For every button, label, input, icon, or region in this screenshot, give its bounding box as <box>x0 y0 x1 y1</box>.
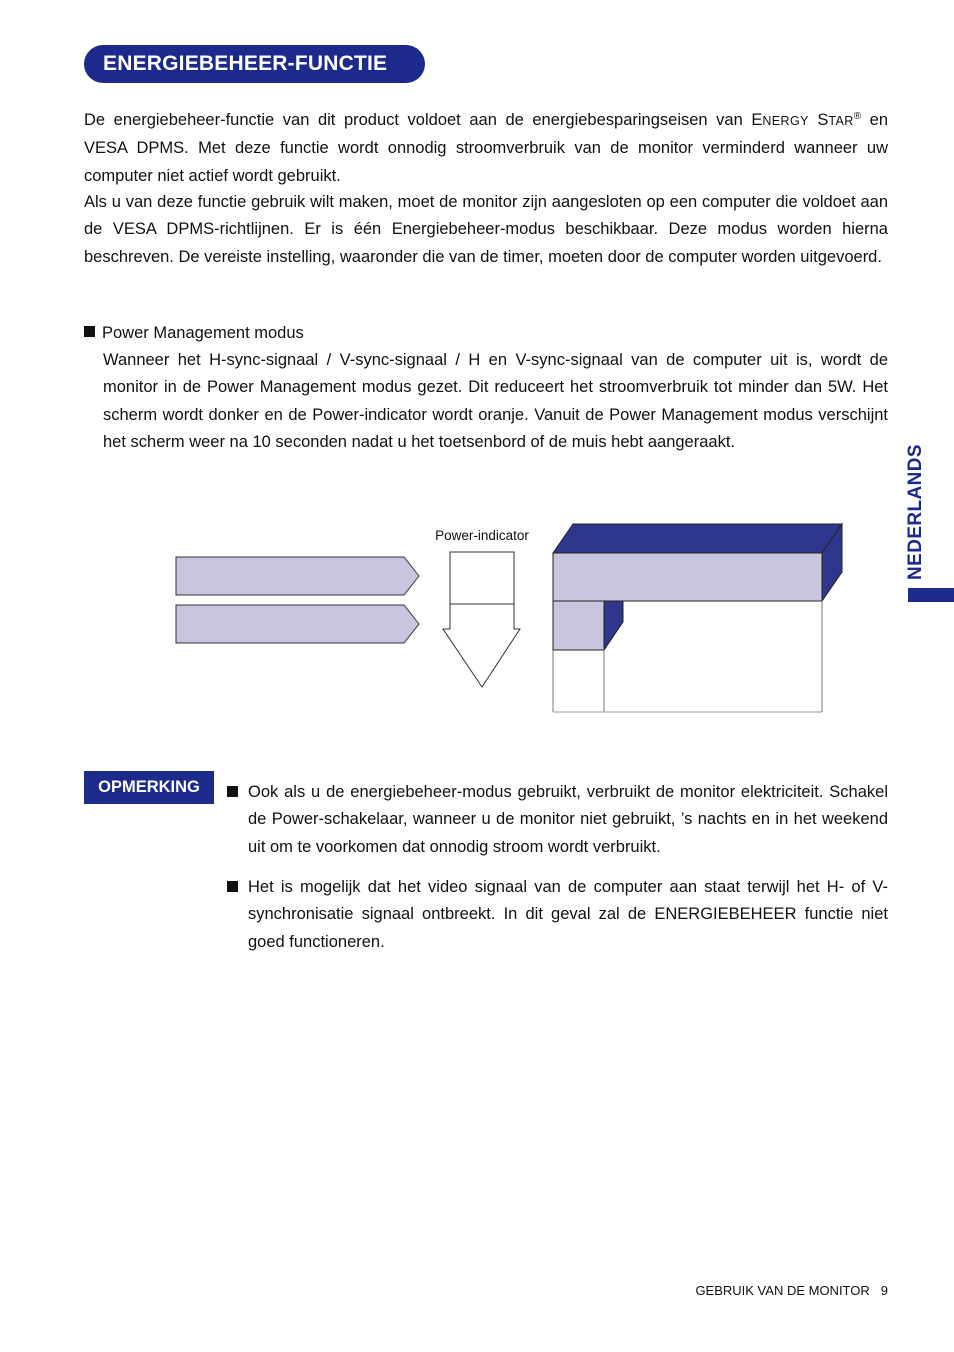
power-mode-body: Wanneer het H-sync-signaal / V-sync-signaal / H en V-sync-signaal van de computer uit is, wordt de monitor in de Power Management modus gezet. Dit reduceert het stroomverbruik tot minder dan 5W. Het scherm wordt donker en de Power-indicator wordt oranje. Vanuit de Power Management modus verschijnt het scherm weer na 10 seconden nadat u het toetsenbord of de muis hebt aangeraakt. <box>103 351 888 451</box>
intro-paragraph-1: De energiebeheer-functie van dit product voldoet aan de energiebesparingseisen van ENERGY STAR® en VESA DPMS. Met deze functie wordt onnodig stroomverbruik van de monitor verminderd wanneer uw computer niet actief wordt gebruikt. <box>84 111 888 185</box>
block-top-face <box>553 524 842 553</box>
signal-arrow-h-sync <box>176 557 419 595</box>
signal-arrow-v-sync <box>176 605 419 643</box>
language-tab-bar <box>908 588 954 602</box>
block-front-face <box>553 553 822 601</box>
page-footer <box>695 1283 888 1298</box>
note-item-1: Ook als u de energiebeheer-modus gebruikt, verbruikt de monitor elektriciteit. Schakel de Power-schakelaar, wanneer u de monitor niet gebruikt, ’s nachts en in het weekend uit om te voorkomen dat onnodig stroom wordt verbruikt. <box>248 783 888 856</box>
power-mode-heading: Power Management modus <box>84 320 304 347</box>
note-label: OPMERKING <box>84 771 214 804</box>
note-item-2: Het is mogelijk dat het video signaal van de computer aan staat terwijl het H- of V-synchronisatie signaal ontbreekt. In dit geval zal de ENERGIEBEHEER functie niet goed functioneren. <box>248 878 888 951</box>
section-title: ENERGIEBEHEER-FUNCTIE <box>84 45 425 83</box>
power-indicator-down-arrow <box>443 552 520 687</box>
block-column-front <box>553 601 604 650</box>
page-number: 9 <box>880 1283 888 1298</box>
power-indicator-label: Power-indicator <box>435 528 529 543</box>
bullet-square-icon <box>227 786 238 797</box>
bullet-square-icon <box>227 881 238 892</box>
block-column-side <box>604 601 623 650</box>
intro-paragraph-2: Als u van deze functie gebruik wilt maken, moet de monitor zijn aangesloten op een computer die voldoet aan de VESA DPMS-richtlijnen. Er is één Energiebeheer-modus beschikbaar. Deze modus worden hierna beschreven. De vereiste instelling, waaronder die van de timer, moeten door de computer worden uitgevoerd. <box>84 193 888 266</box>
footer-section: GEBRUIK VAN DE MONITOR <box>695 1283 870 1298</box>
